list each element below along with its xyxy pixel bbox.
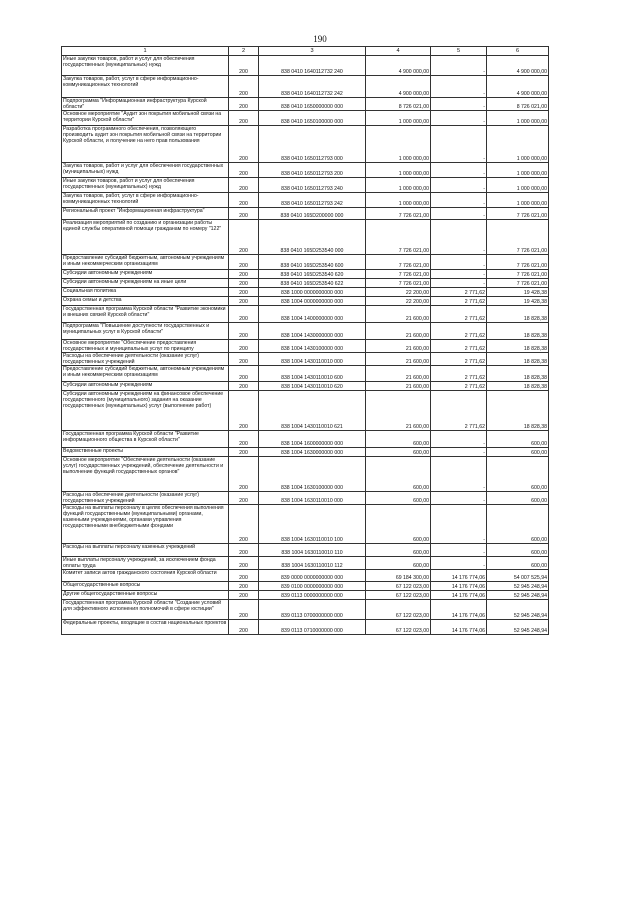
- row-amount-change: -: [431, 448, 487, 457]
- table-row: [62, 582, 549, 591]
- row-grbs-code: 200: [229, 591, 259, 600]
- row-budget-code: 838 0410 1650000000 000: [259, 98, 366, 111]
- row-amount-change: -: [431, 76, 487, 98]
- row-description: Предоставление субсидий бюджетным, автономным учреждениям и иным некоммерческим организациям: [62, 255, 229, 270]
- row-amount-approved: 600,00: [366, 457, 431, 492]
- row-description: Закупка товаров, работ и услуг для обеспечения государственных (муниципальных) нужд: [62, 163, 229, 178]
- table-row: [62, 288, 549, 297]
- row-amount-change: -: [431, 544, 487, 557]
- row-grbs-code: 200: [229, 76, 259, 98]
- table-row: [62, 98, 549, 111]
- table-row: [62, 208, 549, 220]
- row-budget-code: 838 0410 1640112732 242: [259, 76, 366, 98]
- table-row: [62, 382, 549, 391]
- row-budget-code: 839 0113 0710000000 000: [259, 620, 366, 635]
- row-budget-code: 838 1004 1430110010 600: [259, 366, 366, 382]
- table-row: [62, 457, 549, 492]
- row-amount-change: 2 771,62: [431, 323, 487, 340]
- row-amount-approved: 21 600,00: [366, 340, 431, 353]
- row-budget-code: 838 1004 1630110010 112: [259, 557, 366, 570]
- row-amount-change: -: [431, 557, 487, 570]
- table-row: [62, 220, 549, 255]
- row-amount-total: 18 828,38: [487, 323, 549, 340]
- row-grbs-code: 200: [229, 323, 259, 340]
- column-header: 3: [259, 47, 366, 56]
- row-amount-change: -: [431, 279, 487, 288]
- row-amount-change: -: [431, 270, 487, 279]
- row-amount-total: 600,00: [487, 457, 549, 492]
- row-description: Расходы на обеспечение деятельности (оказание услуг) государственных учреждений: [62, 492, 229, 505]
- row-amount-change: 2 771,62: [431, 297, 487, 306]
- row-grbs-code: 200: [229, 270, 259, 279]
- row-description: Расходы на обеспечение деятельности (оказание услуг) государственных учреждений: [62, 353, 229, 366]
- row-amount-approved: 67 122 023,00: [366, 620, 431, 635]
- row-budget-code: 838 1004 1430110010 621: [259, 391, 366, 431]
- row-amount-approved: 4 900 000,00: [366, 76, 431, 98]
- row-description: Основное мероприятие "Обеспечение предоставления государственных и муниципальных услуг по принципу: [62, 340, 229, 353]
- row-amount-total: 18 828,38: [487, 382, 549, 391]
- row-budget-code: 838 1004 1430100000 000: [259, 340, 366, 353]
- row-grbs-code: 200: [229, 98, 259, 111]
- row-grbs-code: 200: [229, 382, 259, 391]
- row-description: Государственная программа Курской области "Развитие экономики и внешних связей Курской области": [62, 306, 229, 323]
- row-grbs-code: 200: [229, 544, 259, 557]
- table-row: [62, 297, 549, 306]
- row-amount-change: 14 176 774,06: [431, 591, 487, 600]
- row-grbs-code: 200: [229, 600, 259, 620]
- row-amount-change: 2 771,62: [431, 366, 487, 382]
- row-description: Расходы на выплаты персоналу казенных учреждений: [62, 544, 229, 557]
- row-amount-change: -: [431, 492, 487, 505]
- row-grbs-code: 200: [229, 492, 259, 505]
- row-amount-total: 7 726 021,00: [487, 208, 549, 220]
- table-row: [62, 340, 549, 353]
- table-row: [62, 431, 549, 448]
- table-row: [62, 306, 549, 323]
- table-row: [62, 620, 549, 635]
- row-amount-approved: 7 726 021,00: [366, 208, 431, 220]
- row-grbs-code: 200: [229, 340, 259, 353]
- table-row: [62, 323, 549, 340]
- table-row: [62, 255, 549, 270]
- row-description: Федеральные проекты, входящие в состав национальных проектов: [62, 620, 229, 635]
- row-amount-total: 7 726 021,00: [487, 255, 549, 270]
- row-grbs-code: 200: [229, 111, 259, 126]
- row-grbs-code: 200: [229, 391, 259, 431]
- row-grbs-code: 200: [229, 297, 259, 306]
- row-amount-change: -: [431, 163, 487, 178]
- row-budget-code: 838 1004 1400000000 000: [259, 306, 366, 323]
- row-amount-approved: 4 900 000,00: [366, 56, 431, 76]
- row-description: Ведомственные проекты: [62, 448, 229, 457]
- row-amount-change: -: [431, 505, 487, 544]
- row-amount-change: 2 771,62: [431, 306, 487, 323]
- row-budget-code: 839 0000 0000000000 000: [259, 570, 366, 582]
- row-amount-approved: 69 184 300,00: [366, 570, 431, 582]
- row-budget-code: 838 1000 0000000000 000: [259, 288, 366, 297]
- row-budget-code: 838 1004 1630100000 000: [259, 457, 366, 492]
- table-row: [62, 448, 549, 457]
- row-amount-total: 18 828,38: [487, 391, 549, 431]
- row-description: Охрана семьи и детства: [62, 297, 229, 306]
- row-amount-total: 18 828,38: [487, 353, 549, 366]
- row-amount-approved: 7 726 021,00: [366, 270, 431, 279]
- row-amount-change: 14 176 774,06: [431, 620, 487, 635]
- row-budget-code: 838 1004 1630110010 100: [259, 505, 366, 544]
- row-budget-code: 838 0410 1650112793 200: [259, 163, 366, 178]
- row-amount-change: -: [431, 56, 487, 76]
- row-description: Субсидии автономным учреждениям: [62, 382, 229, 391]
- row-description: Иные выплаты персоналу учреждений, за исключением фонда оплаты труда: [62, 557, 229, 570]
- row-amount-total: 7 726 021,00: [487, 270, 549, 279]
- row-amount-change: -: [431, 208, 487, 220]
- row-budget-code: 838 0410 165D253540 000: [259, 220, 366, 255]
- table-row: [62, 544, 549, 557]
- row-description: Комитет записи актов гражданского состояния Курской области: [62, 570, 229, 582]
- row-budget-code: 838 1004 1630110010 000: [259, 492, 366, 505]
- row-amount-change: 2 771,62: [431, 353, 487, 366]
- row-amount-approved: 22 200,00: [366, 288, 431, 297]
- column-header: 1: [62, 47, 229, 56]
- row-budget-code: 839 0100 0000000000 000: [259, 582, 366, 591]
- row-amount-change: 14 176 774,06: [431, 600, 487, 620]
- row-amount-total: 600,00: [487, 431, 549, 448]
- table-row: [62, 366, 549, 382]
- row-grbs-code: 200: [229, 366, 259, 382]
- row-amount-total: 600,00: [487, 544, 549, 557]
- row-description: Субсидии автономным учреждениям: [62, 270, 229, 279]
- row-description: Социальная политика: [62, 288, 229, 297]
- row-amount-total: 600,00: [487, 557, 549, 570]
- table-row: [62, 76, 549, 98]
- table-header-row: [62, 47, 549, 56]
- row-description: Основное мероприятие "Аудит зон покрытия мобильной связи на территории Курской области": [62, 111, 229, 126]
- row-grbs-code: 200: [229, 193, 259, 208]
- row-amount-approved: 600,00: [366, 448, 431, 457]
- row-amount-approved: 67 122 023,00: [366, 591, 431, 600]
- row-grbs-code: 200: [229, 255, 259, 270]
- row-amount-approved: 21 600,00: [366, 366, 431, 382]
- table-row: [62, 557, 549, 570]
- row-description: Региональный проект "Информационная инфраструктура": [62, 208, 229, 220]
- row-amount-total: 19 428,38: [487, 288, 549, 297]
- row-budget-code: 838 0410 165D200000 000: [259, 208, 366, 220]
- row-amount-approved: 21 600,00: [366, 382, 431, 391]
- row-description: Подпрограмма "Повышение доступности государственных и муниципальных услуг в Курской области": [62, 323, 229, 340]
- row-amount-approved: 600,00: [366, 431, 431, 448]
- row-amount-change: -: [431, 178, 487, 193]
- row-amount-approved: 7 726 021,00: [366, 220, 431, 255]
- row-amount-approved: 600,00: [366, 557, 431, 570]
- row-budget-code: 838 0410 1640112732 240: [259, 56, 366, 76]
- table-row: [62, 353, 549, 366]
- row-amount-total: 8 726 021,00: [487, 98, 549, 111]
- row-amount-change: -: [431, 431, 487, 448]
- table-row: [62, 56, 549, 76]
- row-grbs-code: 200: [229, 126, 259, 163]
- page-number: 190: [313, 34, 327, 44]
- row-amount-approved: 7 726 021,00: [366, 255, 431, 270]
- table-row: [62, 591, 549, 600]
- row-grbs-code: 200: [229, 56, 259, 76]
- row-budget-code: 838 1004 1430000000 000: [259, 323, 366, 340]
- row-grbs-code: 200: [229, 288, 259, 297]
- row-amount-approved: 1 000 000,00: [366, 193, 431, 208]
- row-amount-total: 1 000 000,00: [487, 193, 549, 208]
- row-amount-change: 2 771,62: [431, 288, 487, 297]
- row-description: Общегосударственные вопросы: [62, 582, 229, 591]
- row-budget-code: 838 1004 0000000000 000: [259, 297, 366, 306]
- row-amount-change: 2 771,62: [431, 391, 487, 431]
- row-grbs-code: 200: [229, 178, 259, 193]
- row-amount-approved: 67 122 023,00: [366, 582, 431, 591]
- row-budget-code: 838 0410 1650112793 242: [259, 193, 366, 208]
- table-row: [62, 111, 549, 126]
- row-description: Государственная программа Курской области "Создание условий для эффективного исполнения полномочий в сфере юстиции": [62, 600, 229, 620]
- row-description: Реализация мероприятий по созданию и организации работы единой службы оперативной помощи гражданам по номеру "122": [62, 220, 229, 255]
- column-header: 5: [431, 47, 487, 56]
- row-budget-code: 838 1004 1430110010 000: [259, 353, 366, 366]
- table-row: [62, 270, 549, 279]
- row-amount-approved: 7 726 021,00: [366, 279, 431, 288]
- row-amount-total: 7 726 021,00: [487, 220, 549, 255]
- row-grbs-code: 200: [229, 505, 259, 544]
- row-amount-approved: 8 726 021,00: [366, 98, 431, 111]
- budget-table: [61, 46, 549, 635]
- row-amount-approved: 1 000 000,00: [366, 163, 431, 178]
- row-description: Расходы на выплаты персоналу в целях обеспечения выполнения функций государственными (муниципальными) органами, казенными учреждениями, органами управления государственными внебюджетными фондами: [62, 505, 229, 544]
- row-amount-approved: 21 600,00: [366, 391, 431, 431]
- row-amount-total: 52 945 248,94: [487, 582, 549, 591]
- row-amount-total: 600,00: [487, 505, 549, 544]
- row-budget-code: 839 0113 0700000000 000: [259, 600, 366, 620]
- table-row: [62, 279, 549, 288]
- row-description: Закупка товаров, работ, услуг в сфере информационно-коммуникационных технологий: [62, 193, 229, 208]
- table-row: [62, 178, 549, 193]
- row-amount-approved: 600,00: [366, 544, 431, 557]
- row-budget-code: 838 1004 1600000000 000: [259, 431, 366, 448]
- table-row: [62, 126, 549, 163]
- row-description: Разработка программного обеспечения, позволяющего производить аудит зон покрытия мобильной связи на территории Курской области, и получение на него прав пользования: [62, 126, 229, 163]
- row-amount-total: 7 726 021,00: [487, 279, 549, 288]
- row-grbs-code: 200: [229, 279, 259, 288]
- table-row: [62, 193, 549, 208]
- row-amount-approved: 1 000 000,00: [366, 111, 431, 126]
- row-amount-total: 4 900 000,00: [487, 56, 549, 76]
- column-header: 2: [229, 47, 259, 56]
- row-amount-approved: 600,00: [366, 505, 431, 544]
- row-amount-change: -: [431, 220, 487, 255]
- table-row: [62, 163, 549, 178]
- row-amount-change: 14 176 774,06: [431, 570, 487, 582]
- column-header: 4: [366, 47, 431, 56]
- row-budget-code: 838 1004 1430110010 620: [259, 382, 366, 391]
- row-amount-change: -: [431, 98, 487, 111]
- table-row: [62, 505, 549, 544]
- row-amount-change: -: [431, 457, 487, 492]
- row-grbs-code: 200: [229, 570, 259, 582]
- row-amount-total: 18 828,38: [487, 306, 549, 323]
- row-grbs-code: 200: [229, 557, 259, 570]
- table-row: [62, 391, 549, 431]
- row-amount-change: -: [431, 255, 487, 270]
- row-grbs-code: 200: [229, 620, 259, 635]
- row-amount-total: 1 000 000,00: [487, 178, 549, 193]
- row-budget-code: 838 0410 165D253540 600: [259, 255, 366, 270]
- row-amount-change: -: [431, 111, 487, 126]
- row-amount-change: 2 771,62: [431, 340, 487, 353]
- row-grbs-code: 200: [229, 448, 259, 457]
- row-amount-total: 52 945 248,94: [487, 620, 549, 635]
- row-amount-total: 4 900 000,00: [487, 76, 549, 98]
- row-description: Субсидии автономным учреждениям на иные цели: [62, 279, 229, 288]
- row-amount-approved: 1 000 000,00: [366, 126, 431, 163]
- table-row: [62, 570, 549, 582]
- row-budget-code: 838 0410 1650112793 240: [259, 178, 366, 193]
- row-budget-code: 838 0410 165D253540 620: [259, 270, 366, 279]
- row-description: Другие общегосударственные вопросы: [62, 591, 229, 600]
- row-description: Государственная программа Курской области "Развитие информационного общества в Курской области": [62, 431, 229, 448]
- row-description: Основное мероприятие "Обеспечение деятельности (оказание услуг) государственных учреждений, обеспечение деятельности и выполнение функций государственных органов": [62, 457, 229, 492]
- row-amount-total: 52 945 248,94: [487, 591, 549, 600]
- column-header: 6: [487, 47, 549, 56]
- row-budget-code: 838 0410 1650112793 000: [259, 126, 366, 163]
- row-grbs-code: 200: [229, 208, 259, 220]
- row-amount-total: 600,00: [487, 448, 549, 457]
- row-amount-total: 1 000 000,00: [487, 163, 549, 178]
- row-description: Субсидии автономным учреждениям на финансовое обеспечение государственного (муниципального) задания на оказание государственных (муниципальных) услуг (выполнение работ): [62, 391, 229, 431]
- row-description: Предоставление субсидий бюджетным, автономным учреждениям и иным некоммерческим организациям: [62, 366, 229, 382]
- row-amount-total: 54 007 525,94: [487, 570, 549, 582]
- row-budget-code: 838 1004 1630000000 000: [259, 448, 366, 457]
- row-amount-total: 52 945 248,94: [487, 600, 549, 620]
- row-amount-total: 19 428,38: [487, 297, 549, 306]
- row-budget-code: 838 0410 165D253540 622: [259, 279, 366, 288]
- row-description: Иные закупки товаров, работ и услуг для обеспечения государственных (муниципальных) нужд: [62, 56, 229, 76]
- row-amount-approved: 22 200,00: [366, 297, 431, 306]
- row-amount-approved: 600,00: [366, 492, 431, 505]
- row-budget-code: 838 1004 1630110010 110: [259, 544, 366, 557]
- row-grbs-code: 200: [229, 582, 259, 591]
- row-amount-change: -: [431, 126, 487, 163]
- row-amount-approved: 21 600,00: [366, 306, 431, 323]
- row-budget-code: 838 0410 1650100000 000: [259, 111, 366, 126]
- row-description: Иные закупки товаров, работ и услуг для обеспечения государственных (муниципальных) нужд: [62, 178, 229, 193]
- row-grbs-code: 200: [229, 353, 259, 366]
- row-amount-approved: 21 600,00: [366, 353, 431, 366]
- table-row: [62, 492, 549, 505]
- row-amount-total: 1 000 000,00: [487, 111, 549, 126]
- row-amount-approved: 67 122 023,00: [366, 600, 431, 620]
- row-amount-total: 600,00: [487, 492, 549, 505]
- row-amount-change: 14 176 774,06: [431, 582, 487, 591]
- row-amount-approved: 21 600,00: [366, 323, 431, 340]
- row-amount-total: 18 828,38: [487, 340, 549, 353]
- row-grbs-code: 200: [229, 163, 259, 178]
- row-description: Закупка товаров, работ, услуг в сфере информационно-коммуникационных технологий: [62, 76, 229, 98]
- row-grbs-code: 200: [229, 220, 259, 255]
- row-grbs-code: 200: [229, 457, 259, 492]
- row-amount-total: 18 828,38: [487, 366, 549, 382]
- row-amount-change: -: [431, 193, 487, 208]
- row-grbs-code: 200: [229, 431, 259, 448]
- row-amount-change: 2 771,62: [431, 382, 487, 391]
- row-amount-approved: 1 000 000,00: [366, 178, 431, 193]
- table-row: [62, 600, 549, 620]
- row-budget-code: 839 0113 0000000000 000: [259, 591, 366, 600]
- row-description: Подпрограмма "Информационная инфраструктура Курской области": [62, 98, 229, 111]
- row-amount-total: 1 000 000,00: [487, 126, 549, 163]
- row-grbs-code: 200: [229, 306, 259, 323]
